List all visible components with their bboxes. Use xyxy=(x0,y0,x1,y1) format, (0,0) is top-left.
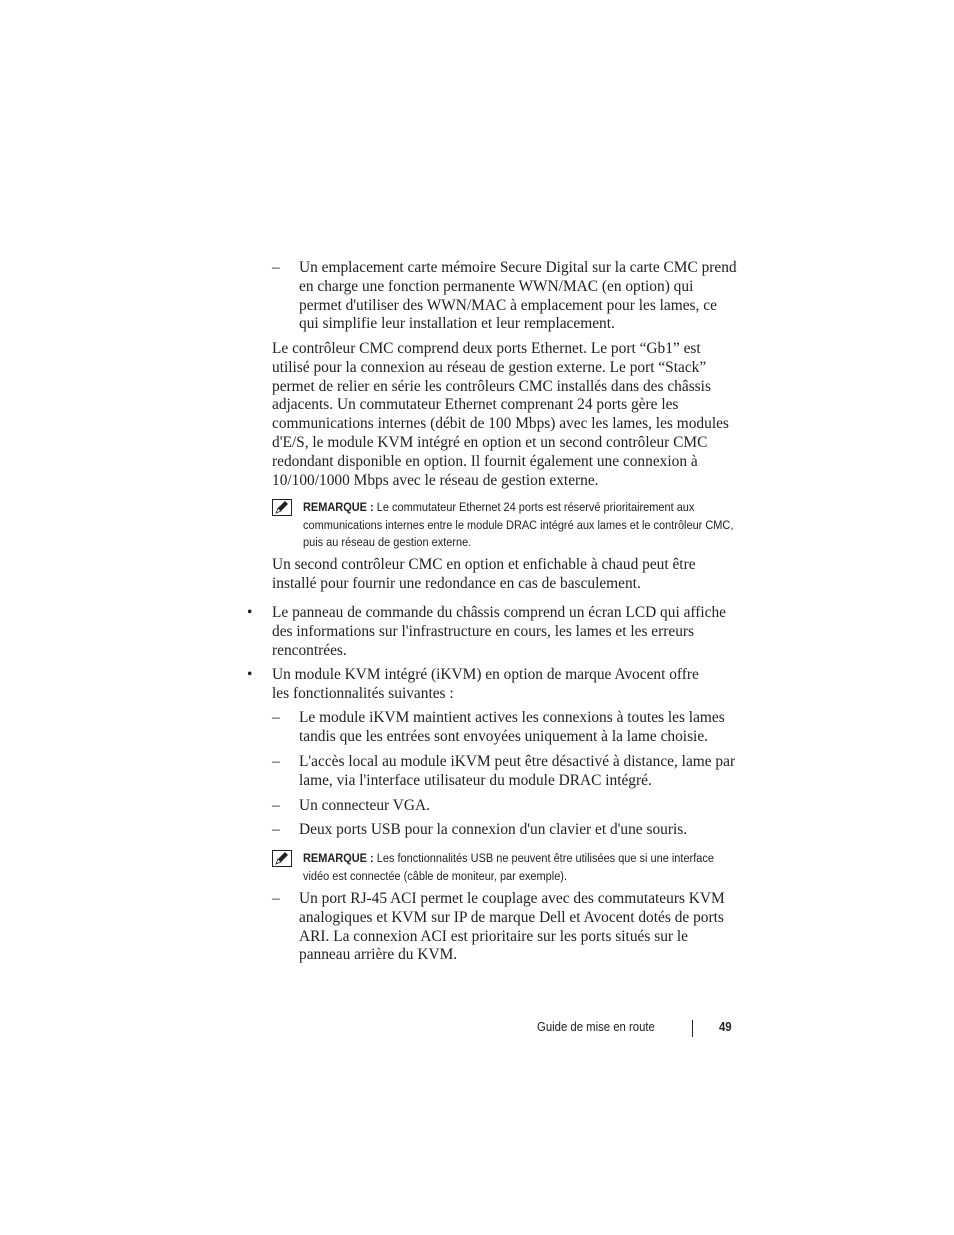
paragraph-cmc-ethernet: Le contrôleur CMC comprend deux ports Ethernet. Le port “Gb1” est utilisé pour la connexion au réseau de gestion externe. Le port “Stack” permet de relier en série les contrôleurs CMC installés dans des châssis adjacents. Un commutateur Ethernet comprenant 24 ports gère les communications internes (débit de 100 Mbps) avec les lames, les modules d'E/S, le module KVM intégré en option et un second contrôleur CMC redondant disponible en option. Il fournit également une connexion à 10/100/1000 Mbps avec le réseau de gestion externe. xyxy=(272,340,729,489)
dash-marker: – xyxy=(272,709,280,726)
footer-divider xyxy=(692,1020,693,1037)
note-label: REMARQUE : xyxy=(303,851,374,865)
bullet-marker: • xyxy=(247,666,253,683)
note-text: Le commutateur Ethernet 24 ports est réservé prioritairement aux communications internes entre le module DRAC intégré aux lames et le contrôleur CMC, puis au réseau de gestion externe. xyxy=(303,500,734,550)
dash-item-ikvm-connections: Le module iKVM maintient actives les connexions à toutes les lames tandis que les entrées sont envoyées uniquement à la lame choisie. xyxy=(299,709,725,745)
dash-marker: – xyxy=(272,259,280,276)
dash-item-usb: Deux ports USB pour la connexion d'un clavier et d'une souris. xyxy=(299,821,688,838)
note-usb xyxy=(303,850,717,885)
dash-marker: – xyxy=(272,797,280,814)
dash-item-local-access: L'accès local au module iKVM peut être désactivé à distance, lame par lame, via l'interface utilisateur du module DRAC intégré. xyxy=(299,753,736,789)
dash-item-rj45: Un port RJ-45 ACI permet le couplage avec des commutateurs KVM analogiques et KVM sur IP de marque Dell et Avocent dotés de ports ARI. La connexion ACI est prioritaire sur les ports situés sur le panneau arrière du KVM. xyxy=(299,890,725,964)
note-text: Les fonctionnalités USB ne peuvent être utilisées que si une interface vidéo est connectée (câble de moniteur, par exemple). xyxy=(303,851,714,883)
footer-title: Guide de mise en route xyxy=(537,1020,655,1034)
note-ethernet-switch xyxy=(303,499,740,552)
pencil-note-icon xyxy=(272,499,292,516)
dash-marker: – xyxy=(272,821,280,838)
dash-item-vga: Un connecteur VGA. xyxy=(299,797,430,814)
bullet-marker: • xyxy=(247,604,253,621)
bullet-item-control-panel: Le panneau de commande du châssis comprend un écran LCD qui affiche des informations sur l'infrastructure en cours, les lames et les erreurs rencontrées. xyxy=(272,604,727,659)
pencil-note-icon xyxy=(272,850,292,867)
note-label: REMARQUE : xyxy=(303,500,374,514)
dash-marker: – xyxy=(272,753,280,770)
page-number: 49 xyxy=(719,1020,732,1034)
bullet-item-ikvm: Un module KVM intégré (iKVM) en option de marque Avocent offre les fonctionnalités suivantes : xyxy=(272,666,699,702)
dash-item-sd-card: Un emplacement carte mémoire Secure Digital sur la carte CMC prend en charge une fonction permanente WWN/MAC (en option) qui permet d'utiliser des WWN/MAC à emplacement pour les lames, ce qui simplifie leur installation et leur remplacement. xyxy=(299,259,737,333)
dash-marker: – xyxy=(272,890,280,907)
paragraph-second-cmc: Un second contrôleur CMC en option et enfichable à chaud peut être installé pour fournir une redondance en cas de basculement. xyxy=(272,556,696,592)
